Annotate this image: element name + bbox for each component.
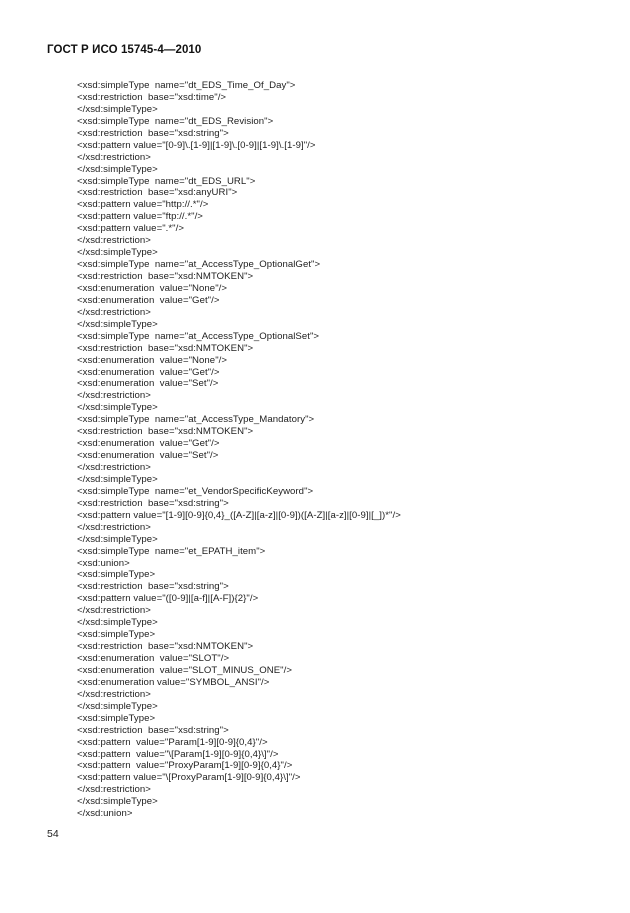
code-line: <xsd:simpleType name="et_VendorSpecificKeyword"> [77, 485, 314, 497]
code-line: </xsd:restriction> [77, 688, 151, 700]
code-line: <xsd:restriction base="xsd:time"/> [77, 91, 227, 103]
code-line: <xsd:restriction base="xsd:string"> [77, 581, 229, 593]
code-line: <xsd:restriction base="xsd:string"> [77, 497, 229, 509]
code-line: <xsd:simpleType name="dt_EDS_URL"> [77, 175, 256, 187]
code-line: <xsd:enumeration value="SYMBOL_ANSI"/> [77, 676, 270, 688]
code-line: <xsd:restriction base="xsd:NMTOKEN"> [77, 271, 254, 282]
code-line: <xsd:pattern value="([0-9]|[a-f]|[A-F]){2}"/> [77, 593, 259, 605]
code-line: <xsd:simpleType name="at_AccessType_OptionalGet"> [77, 259, 321, 271]
code-line: <xsd:pattern value="\[Param[1-9][0-9]{0,4}\]"/> [77, 748, 279, 760]
code-line: </xsd:simpleType> [77, 473, 158, 485]
code-line: </xsd:restriction> [77, 235, 151, 247]
code-line: <xsd:enumeration value="SLOT_MINUS_ONE"/> [77, 664, 293, 676]
code-line: <xsd:simpleType name="at_AccessType_Mandatory"> [77, 414, 315, 426]
code-line: <xsd:pattern value=".*"/> [77, 223, 184, 235]
code-line: <xsd:enumeration value="None"/> [77, 282, 228, 294]
code-line: <xsd:pattern value="\[ProxyParam[1-9][0-9]{0,4}\]"/> [77, 772, 301, 784]
code-line: <xsd:pattern value="ProxyParam[1-9][0-9]{0,4}"/> [77, 760, 293, 772]
code-line: <xsd:simpleType> [77, 629, 156, 641]
code-line: <xsd:simpleType name="dt_EDS_Revision"> [77, 115, 274, 127]
code-line: <xsd:simpleType> [77, 569, 156, 581]
code-line: </xsd:restriction> [77, 784, 151, 796]
code-line: <xsd:restriction base="xsd:string"> [77, 724, 229, 736]
code-line: <xsd:restriction base="xsd:NMTOKEN"> [77, 641, 254, 653]
code-line: </xsd:simpleType> [77, 700, 158, 712]
code-line: <xsd:enumeration value="Set"/> [77, 450, 219, 462]
code-line: </xsd:restriction> [77, 605, 151, 617]
code-line: </xsd:simpleType> [77, 103, 158, 115]
xsd-code-listing [77, 80, 597, 820]
code-line: </xsd:simpleType> [77, 533, 158, 545]
code-line: </xsd:restriction> [77, 306, 151, 318]
code-line: <xsd:simpleType> [77, 712, 156, 724]
code-line: <xsd:pattern value="[0-9]\.[1-9]|[1-9]\.[0-9]|[1-9]\.[1-9]"/> [77, 139, 316, 151]
code-line: </xsd:simpleType> [77, 247, 158, 259]
code-line: </xsd:union> [77, 808, 133, 820]
code-line: <xsd:restriction base="xsd:anyURI"> [77, 187, 238, 199]
code-line: </xsd:restriction> [77, 390, 151, 402]
code-line: <xsd:enumeration value="Get"/> [77, 438, 220, 450]
code-line: <xsd:union> [77, 557, 130, 569]
code-line: <xsd:enumeration value="Get"/> [77, 294, 220, 306]
code-line: <xsd:pattern value="[1-9][0-9]{0,4}_([A-Z]|[a-z]|[0-9])([A-Z]|[a-z]|[0-9]|[_])*"/> [77, 509, 401, 521]
code-line: <xsd:simpleType name="at_AccessType_OptionalSet"> [77, 330, 320, 342]
document-header-standard-id: ГОСТ Р ИСО 15745-4—2010 [47, 44, 202, 56]
page-number: 54 [47, 828, 59, 840]
code-line: <xsd:enumeration value="Set"/> [77, 378, 219, 390]
code-line: <xsd:pattern value="ftp://.*"/> [77, 211, 203, 223]
code-line: <xsd:enumeration value="SLOT"/> [77, 653, 230, 664]
code-line: <xsd:restriction base="xsd:NMTOKEN"> [77, 342, 254, 354]
code-line: <xsd:simpleType name="et_EPATH_item"> [77, 545, 266, 557]
code-line: </xsd:restriction> [77, 462, 151, 473]
code-line: <xsd:restriction base="xsd:NMTOKEN"> [77, 426, 254, 438]
code-line: </xsd:restriction> [77, 521, 151, 533]
code-line: </xsd:simpleType> [77, 617, 158, 629]
code-line: <xsd:restriction base="xsd:string"> [77, 127, 229, 139]
code-line: <xsd:simpleType name="dt_EDS_Time_Of_Day"> [77, 80, 296, 91]
code-line: <xsd:pattern value="http://.*"/> [77, 199, 209, 211]
code-line: </xsd:restriction> [77, 151, 151, 163]
code-line: <xsd:enumeration value="None"/> [77, 354, 228, 366]
code-line: </xsd:simpleType> [77, 318, 158, 330]
code-line: </xsd:simpleType> [77, 163, 158, 175]
code-line: <xsd:pattern value="Param[1-9][0-9]{0,4}"/> [77, 736, 268, 748]
code-line: </xsd:simpleType> [77, 402, 158, 414]
code-line: <xsd:enumeration value="Get"/> [77, 366, 220, 378]
code-line: </xsd:simpleType> [77, 796, 158, 808]
